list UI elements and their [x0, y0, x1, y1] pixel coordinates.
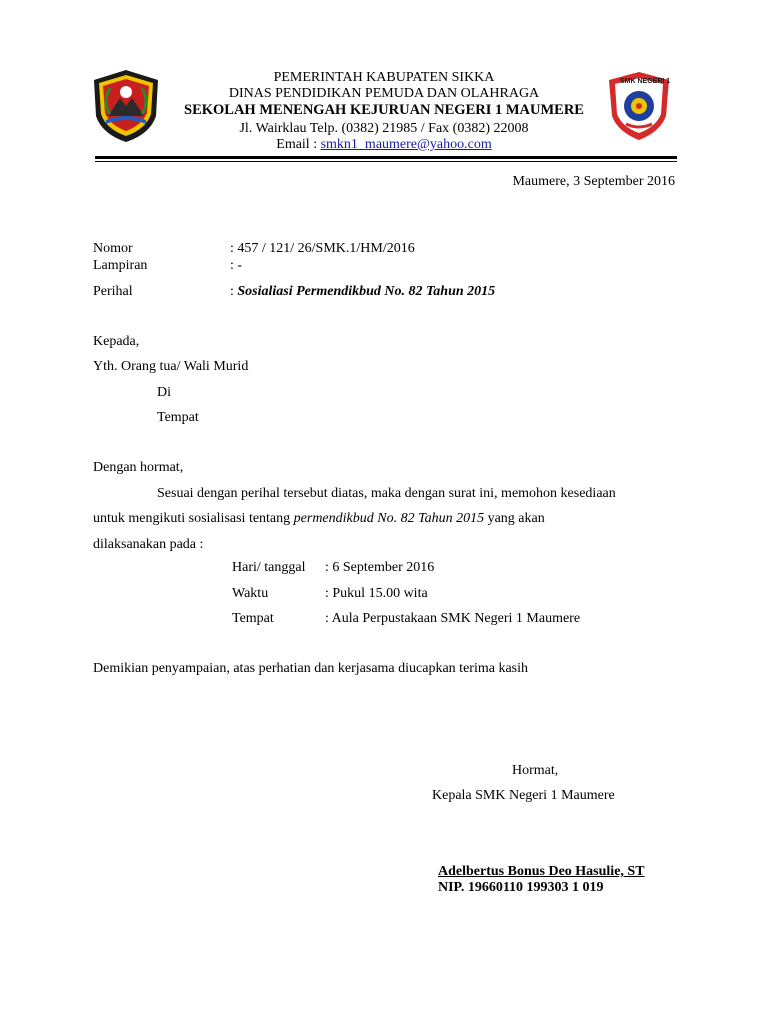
- kepada: Kepada,: [93, 334, 140, 349]
- perihal-colon: :: [230, 284, 238, 299]
- body-paragraph-line-2: [93, 511, 545, 527]
- email-link[interactable]: smkn1_maumere@yahoo.com: [320, 137, 492, 152]
- body-paragraph-line-1: Sesuai dengan perihal tersebut diatas, maka dengan surat ini, memohon kesediaan: [157, 486, 616, 501]
- perihal-value-line: [230, 284, 495, 300]
- detail-label-tempat: Tempat: [232, 611, 274, 626]
- letterhead-rule-thick: [95, 156, 677, 159]
- signature-nip: NIP. 19660110 199303 1 019: [438, 880, 604, 895]
- letterhead-line-1: PEMERINTAH KABUPATEN SIKKA: [273, 70, 495, 85]
- signature-hormat: Hormat,: [512, 763, 559, 778]
- right-logo-text: SMK NEGERI 1: [620, 78, 671, 85]
- recipient-yth: Yth. Orang tua/ Wali Murid: [93, 359, 249, 374]
- closing-sentence: Demikian penyampaian, atas perhatian dan kerjasama diucapkan terima kasih: [93, 661, 528, 676]
- signature-title: Kepala SMK Negeri 1 Maumere: [432, 788, 615, 803]
- lampiran-value: : -: [230, 258, 243, 273]
- body-line2-italic: permendikbud No. 82 Tahun 2015: [293, 511, 485, 526]
- perihal-label: Perihal: [93, 284, 133, 299]
- body-line2-end: yang akan: [484, 511, 545, 526]
- letterhead-school-name: SEKOLAH MENENGAH KEJURUAN NEGERI 1 MAUMERE: [184, 102, 584, 118]
- letterhead-address: Jl. Wairklau Telp. (0382) 21985 / Fax (0382) 22008: [239, 121, 529, 136]
- perihal-value: Sosialiasi Permendikbud No. 82 Tahun 2015: [237, 284, 496, 299]
- recipient-tempat: Tempat: [157, 410, 199, 425]
- detail-label-hari: Hari/ tanggal: [232, 560, 306, 575]
- email-label: Email :: [276, 137, 321, 152]
- detail-value-tempat: : Aula Perpustakaan SMK Negeri 1 Maumere: [325, 611, 581, 626]
- lampiran-label: Lampiran: [93, 258, 148, 273]
- detail-value-hari: : 6 September 2016: [325, 560, 435, 575]
- detail-label-waktu: Waktu: [232, 586, 269, 601]
- greeting: Dengan hormat,: [93, 460, 184, 475]
- nomor-value: : 457 / 121/ 26/SMK.1/HM/2016: [230, 241, 415, 256]
- body-line2-start: untuk mengikuti sosialisasi tentang: [93, 511, 294, 526]
- letterhead-email-line: [0, 137, 768, 153]
- body-paragraph-line-3: dilaksanakan pada :: [93, 537, 204, 552]
- detail-value-waktu: : Pukul 15.00 wita: [325, 586, 428, 601]
- letterhead-line-2: DINAS PENDIDIKAN PEMUDA DAN OLAHRAGA: [228, 86, 540, 101]
- signature-name: Adelbertus Bonus Deo Hasulie, ST: [438, 864, 645, 879]
- letterhead-rule-thin: [95, 161, 677, 162]
- letter-date: Maumere, 3 September 2016: [512, 174, 675, 189]
- nomor-label: Nomor: [93, 241, 133, 256]
- recipient-di: Di: [157, 385, 171, 400]
